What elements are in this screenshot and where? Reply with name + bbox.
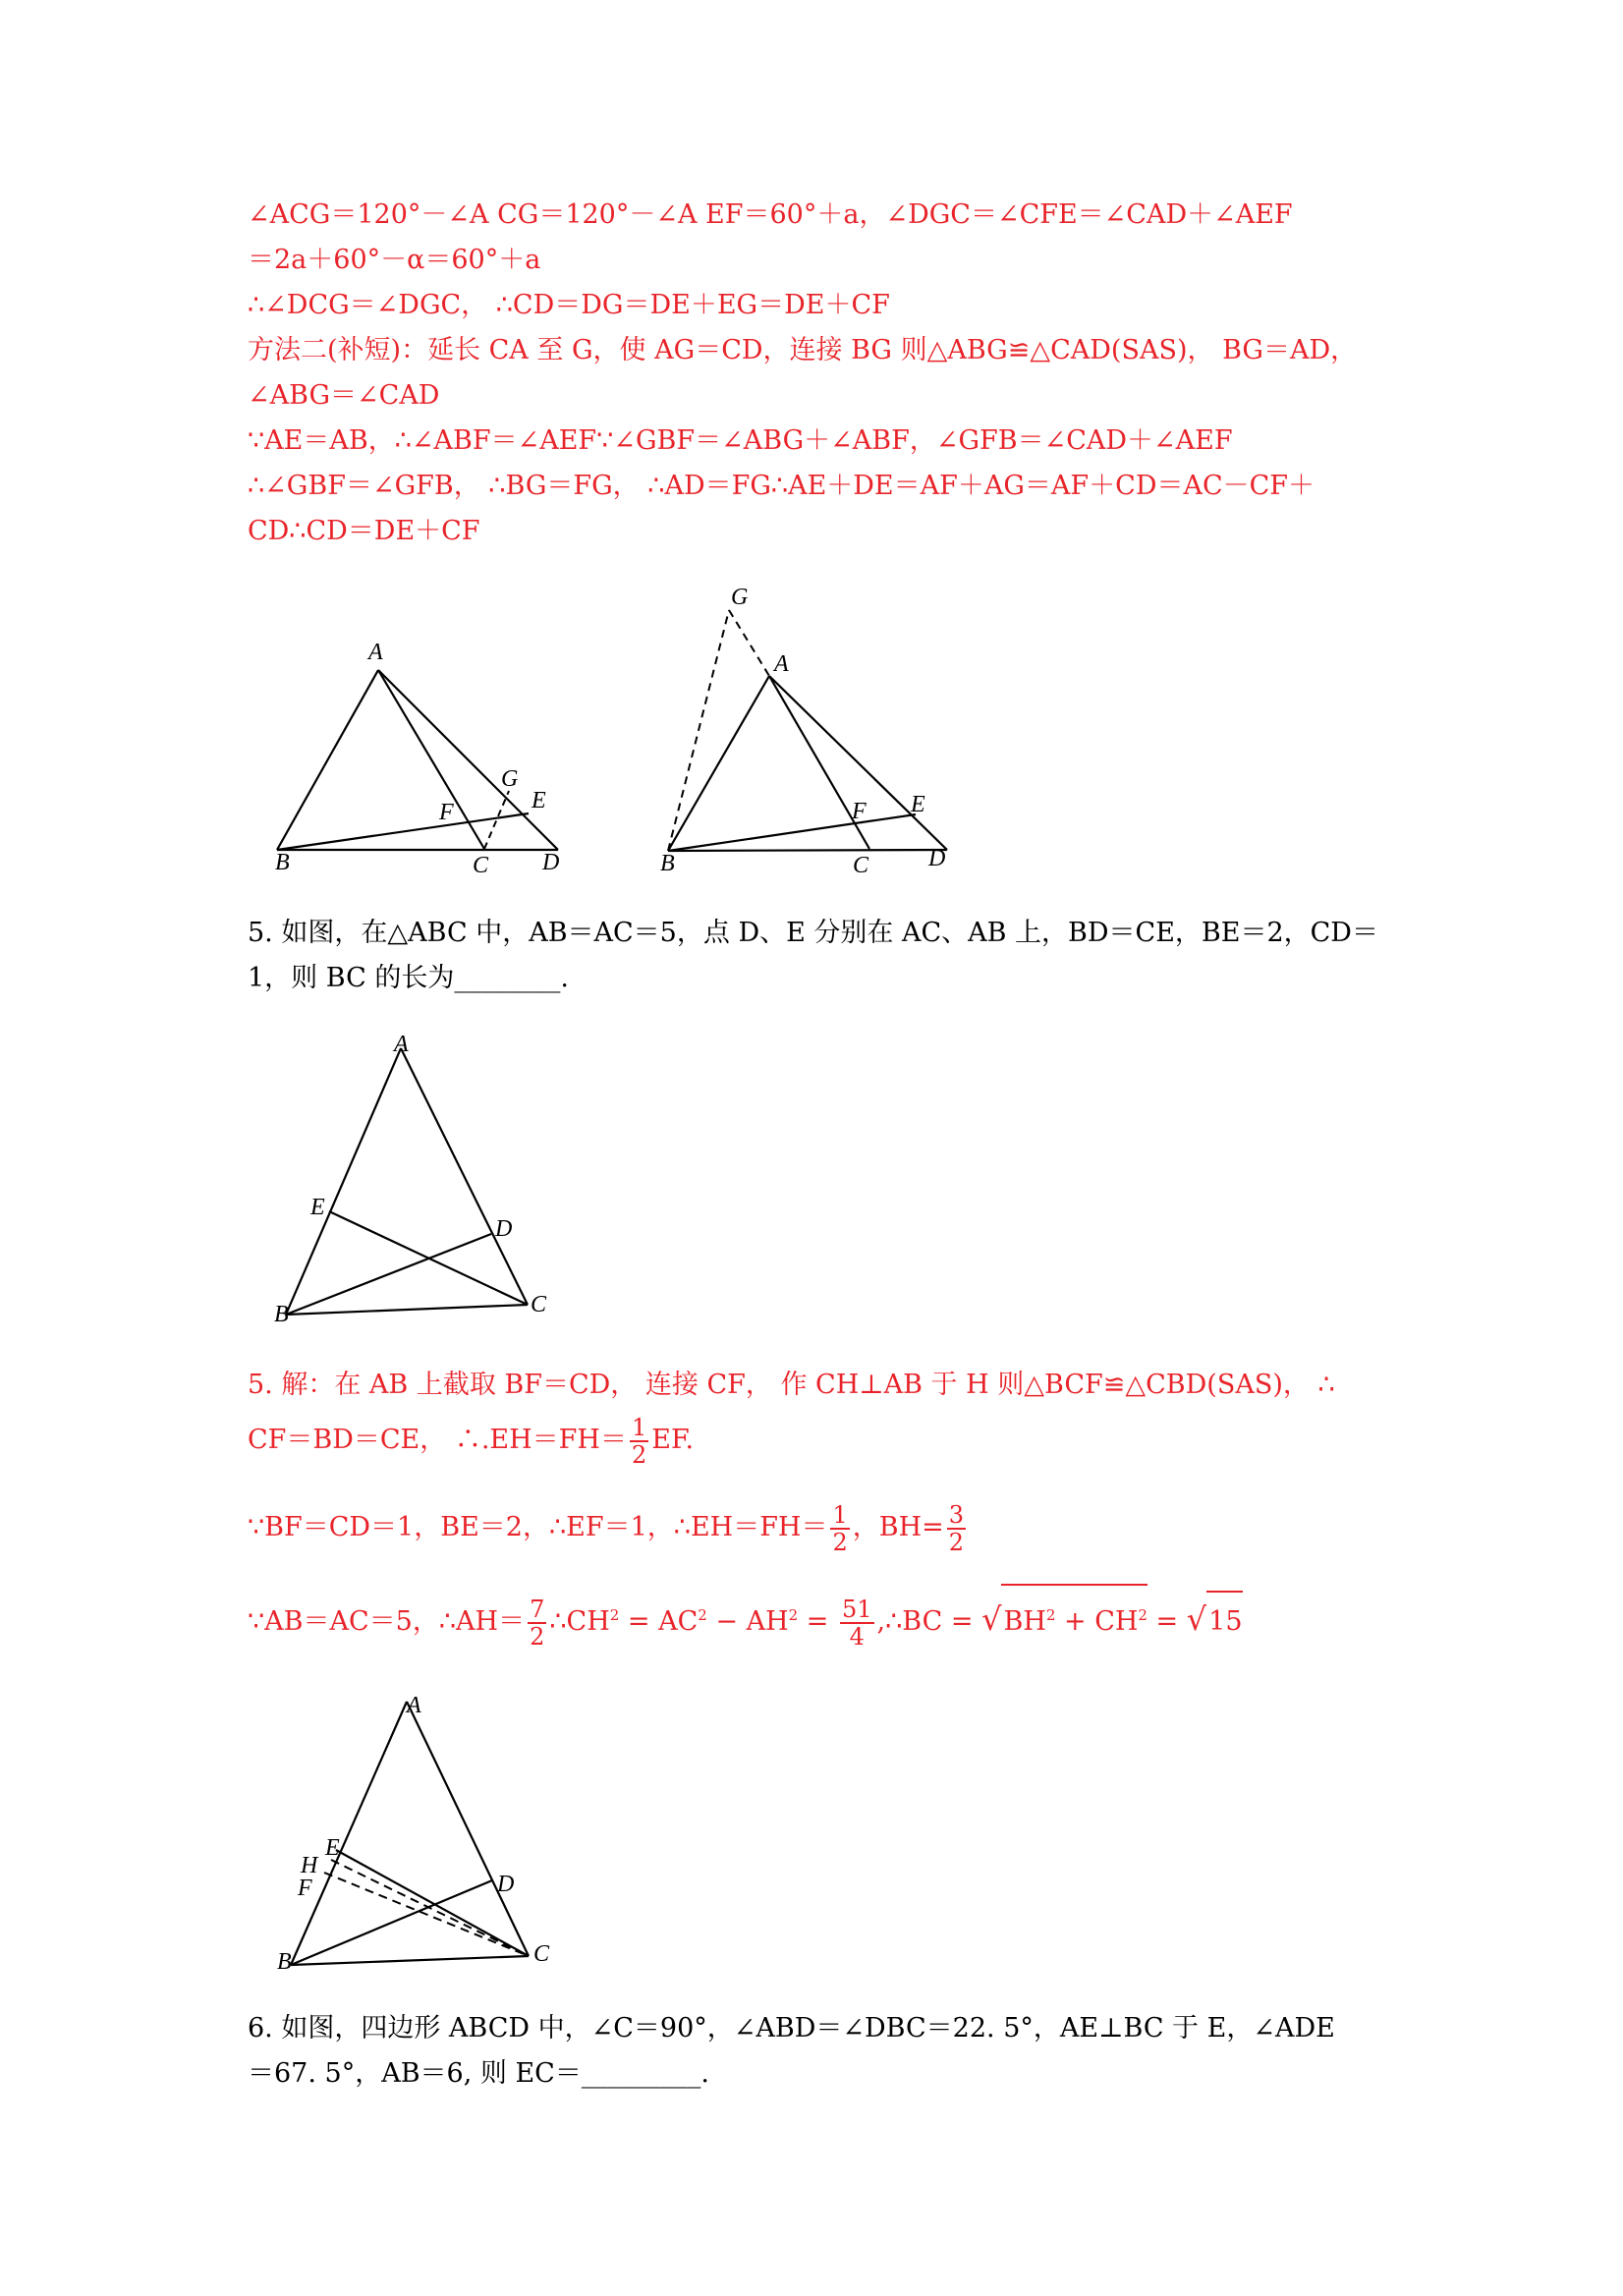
label-g: G — [731, 585, 749, 610]
label-h: H — [301, 1853, 318, 1878]
label-f: F — [439, 800, 454, 825]
label-d: D — [542, 850, 560, 875]
label-e: E — [310, 1195, 325, 1220]
label-a: A — [774, 651, 789, 677]
solution5-line-4: ∵AB＝AC＝5，∴AH＝ $\frac{7}{2}$ $\therefore CH^2 = AC^2 - AH^2$ = $\frac{51}{4}$ ,∴BC = $√BH^2 + CH^2 = √15$ — [248, 1584, 1243, 1652]
label-g: G — [501, 766, 519, 792]
solution4-line-1: ∠ACG＝120°－∠A CG＝120°－∠A EF＝60°＋a，∠DGC＝∠CFE＝∠CAD＋∠AEF — [248, 199, 1293, 230]
solution4-line-5: ∠ABG＝∠CAD — [248, 380, 440, 411]
problem5-line-1: 5. 如图，在△ABC 中，AB＝AC＝5，点 D、E 分别在 AC、AB 上，BD＝CE，BE＝2，CD＝ — [248, 918, 1378, 948]
solution4-line-4: 方法二(补短)：延长 CA 至 G，使 AG＝CD，连接 BG 则△ABG≌△CAD(SAS)， BG＝AD， — [248, 335, 1358, 365]
label-d: D — [495, 1216, 513, 1242]
figure-triangle-4 — [265, 1680, 570, 1975]
label-c: C — [473, 853, 489, 878]
label-f: F — [298, 1876, 312, 1901]
sqrt-sign: √ — [981, 1600, 1002, 1638]
solution5-line-2: CF＝BD＝CE， ∴.EH＝FH＝ $\frac{1}{2}$ EF. — [248, 1413, 695, 1469]
label-b: B — [660, 851, 675, 876]
label-f: F — [852, 799, 867, 824]
label-a: A — [394, 1032, 409, 1057]
solution4-line-7: ∴∠GBF＝∠GFB， ∴BG＝FG， ∴AD＝FG∴AE＋DE＝AF＋AG＝AF＋CD＝AC－CF＋ — [248, 471, 1315, 501]
solution4-line-3: ∴∠DCG＝∠DGC， ∴CD＝DG＝DE＋EG＝DE＋CF — [248, 290, 890, 320]
solution4-line-8: CD∴CD＝DE＋CF — [248, 516, 480, 546]
problem5-line-2: 1，则 BC 的长为________. — [248, 963, 569, 993]
figure-triangle-1 — [255, 629, 580, 884]
solution4-line-6: ∵AE＝AB，∴∠ABF＝∠AEF∵∠GBF＝∠ABG＋∠ABF，∠GFB＝∠CAD＋∠AEF — [248, 425, 1233, 456]
label-c: C — [533, 1941, 550, 1967]
solution5-line-1: 5. 解：在 AB 上截取 BF＝CD， 连接 CF， 作 CH⊥AB 于 H 则△BCF≌△CBD(SAS)， ∴ — [248, 1370, 1335, 1400]
problem6-line-1: 6. 如图，四边形 ABCD 中，∠C＝90°，∠ABD＝∠DBC＝22. 5°，AE⊥BC 于 E，∠ADE — [248, 2013, 1335, 2044]
label-d: D — [928, 846, 946, 871]
figure-triangle-2 — [648, 575, 963, 879]
label-c: C — [853, 853, 869, 878]
solution5-line-3: ∵BF＝CD＝1，BE＝2，∴EF＝1，∴EH＝FH＝ $\frac{1}{2}$ ，BH= $\frac{3}{2}$ — [248, 1500, 965, 1556]
figure-triangle-3 — [265, 1027, 560, 1327]
label-a: A — [368, 640, 383, 665]
sqrt-sign: √ — [1186, 1600, 1207, 1638]
label-b: B — [277, 1949, 292, 1975]
solution4-line-2: ＝2a＋60°－α＝60°＋a — [248, 245, 541, 275]
label-c: C — [531, 1292, 547, 1317]
problem6-line-2: ＝67. 5°，AB＝6, 则 EC＝_________. — [248, 2058, 709, 2089]
label-a: A — [407, 1693, 421, 1718]
label-e: E — [325, 1835, 340, 1861]
label-e: E — [911, 792, 925, 817]
label-e: E — [532, 788, 546, 813]
label-d: D — [497, 1872, 515, 1897]
label-b: B — [275, 850, 290, 875]
label-b: B — [274, 1302, 289, 1327]
